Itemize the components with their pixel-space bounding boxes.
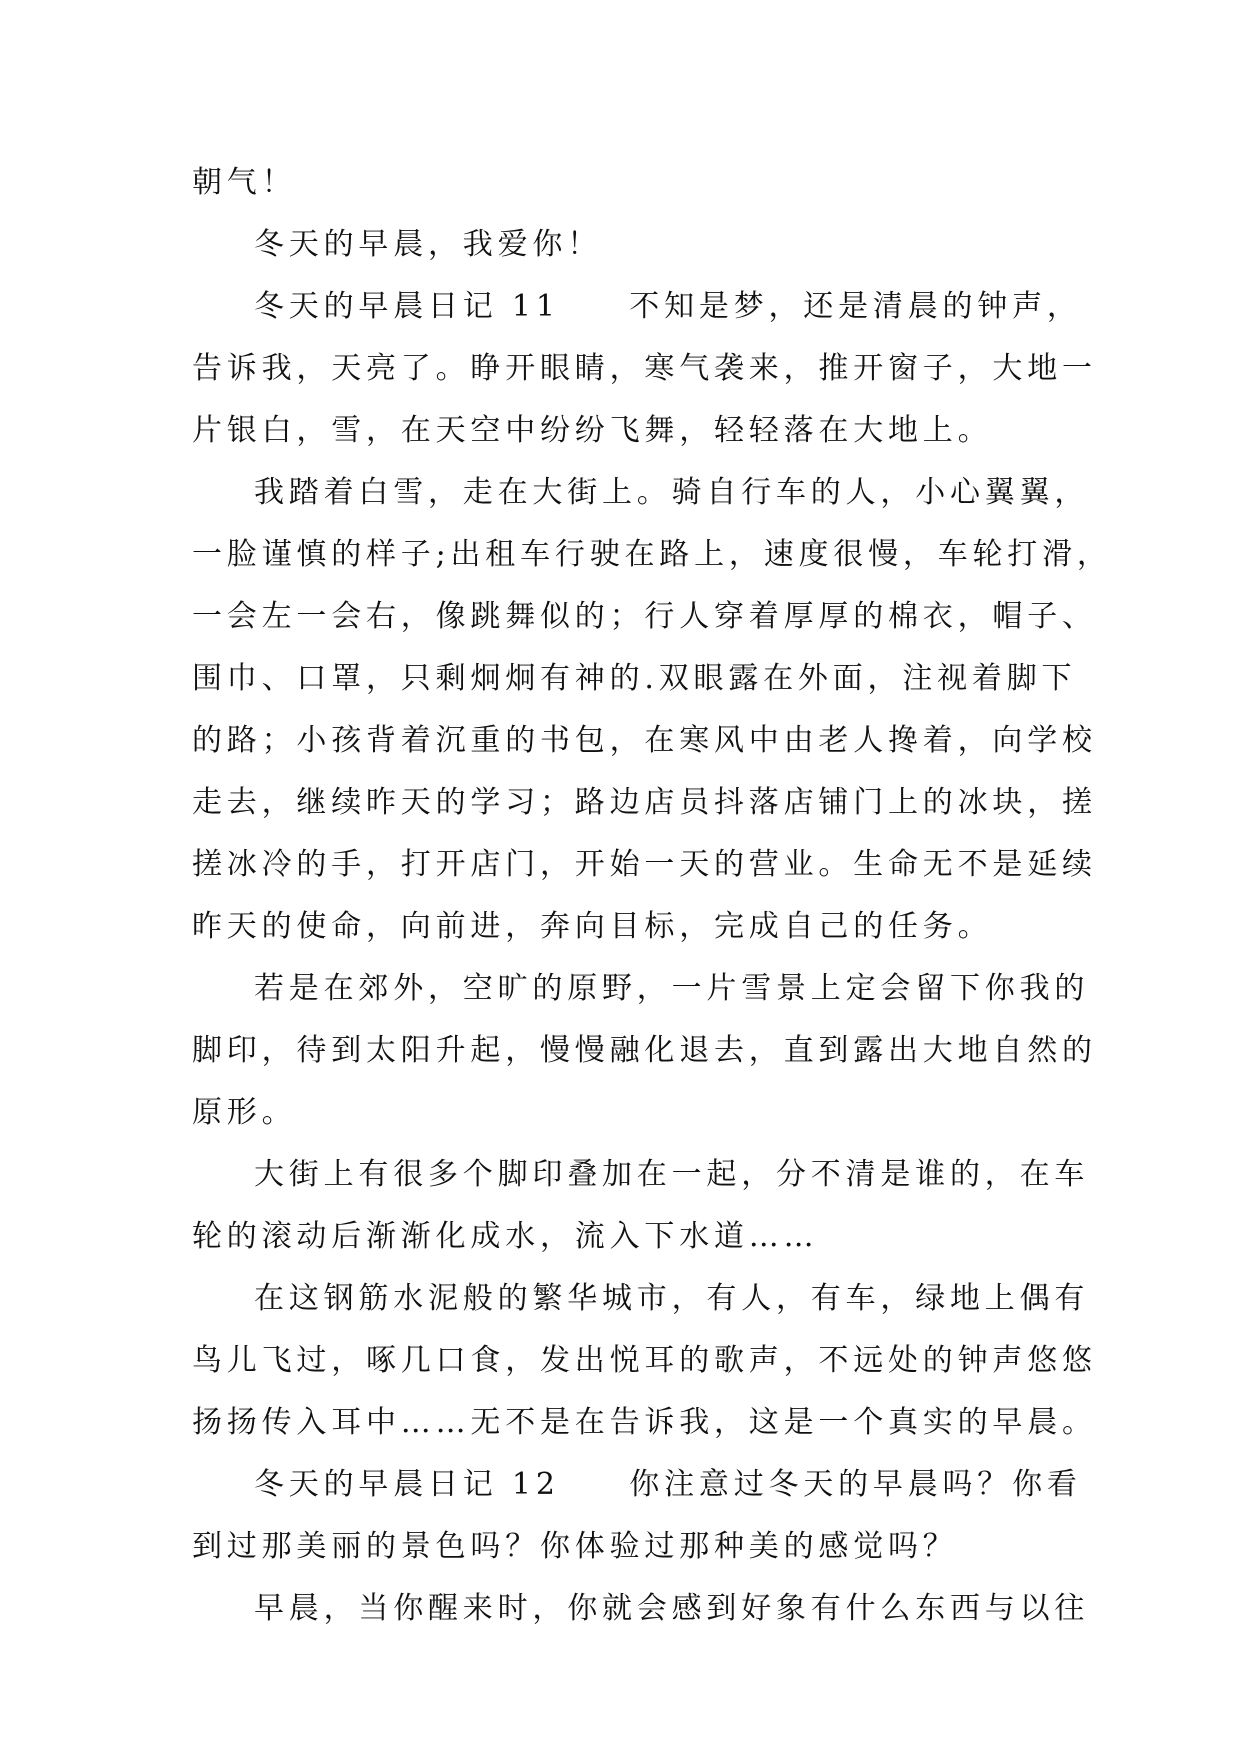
document-body — [192, 152, 1112, 1640]
paragraph-start-line: 大街上有很多个脚印叠加在一起，分不清是谁的，在车 — [254, 1157, 1090, 1192]
diary-entry-heading-line: 冬天的早晨日记 11 不知是梦，还是清晨的钟声， — [254, 289, 1082, 324]
paragraph-start-line: 早晨，当你醒来时，你就会感到好象有什么东西与以往 — [254, 1591, 1090, 1626]
text-line: 走去，继续昨天的学习；路边店员抖落店铺门上的冰块，搓 — [192, 785, 1097, 820]
diary-entry-heading-line: 冬天的早晨日记 12 你注意过冬天的早晨吗？你看 — [254, 1467, 1082, 1502]
paragraph-start-line: 冬天的早晨，我爱你！ — [254, 227, 602, 262]
text-line: 昨天的使命，向前进，奔向目标，完成自己的任务。 — [192, 909, 993, 944]
paragraph-start-line: 在这钢筋水泥般的繁华城市，有人，有车，绿地上偶有 — [254, 1281, 1090, 1316]
text-line: 搓冰冷的手，打开店门，开始一天的营业。生命无不是延续 — [192, 847, 1097, 882]
text-line: 围巾、口罩，只剩炯炯有神的.双眼露在外面，注视着脚下 — [192, 661, 1077, 696]
text-line: 脚印，待到太阳升起，慢慢融化退去，直到露出大地自然的 — [192, 1033, 1097, 1068]
text-line: 一脸谨慎的样子;出租车行驶在路上，速度很慢，车轮打滑， — [192, 537, 1112, 572]
text-line: 的路；小孩背着沉重的书包，在寒风中由老人搀着，向学校 — [192, 723, 1097, 758]
text-line: 鸟儿飞过，啄几口食，发出悦耳的歌声，不远处的钟声悠悠 — [192, 1343, 1097, 1378]
paragraph-start-line: 若是在郊外，空旷的原野，一片雪景上定会留下你我的 — [254, 971, 1090, 1006]
text-line: 告诉我，天亮了。睁开眼睛，寒气袭来，推开窗子，大地一 — [192, 351, 1097, 386]
text-line: 扬扬传入耳中……无不是在告诉我，这是一个真实的早晨。 — [192, 1405, 1097, 1440]
paragraph-start-line: 我踏着白雪，走在大街上。骑自行车的人，小心翼翼， — [254, 475, 1090, 510]
text-line: 朝气！ — [192, 165, 297, 200]
text-line: 轮的滚动后渐渐化成水，流入下水道…… — [192, 1219, 819, 1254]
text-line: 一会左一会右，像跳舞似的；行人穿着厚厚的棉衣，帽子、 — [192, 599, 1097, 634]
text-line: 到过那美丽的景色吗？你体验过那种美的感觉吗？ — [192, 1529, 958, 1564]
text-line: 片银白，雪，在天空中纷纷飞舞，轻轻落在大地上。 — [192, 413, 993, 448]
text-line: 原形。 — [192, 1095, 297, 1130]
